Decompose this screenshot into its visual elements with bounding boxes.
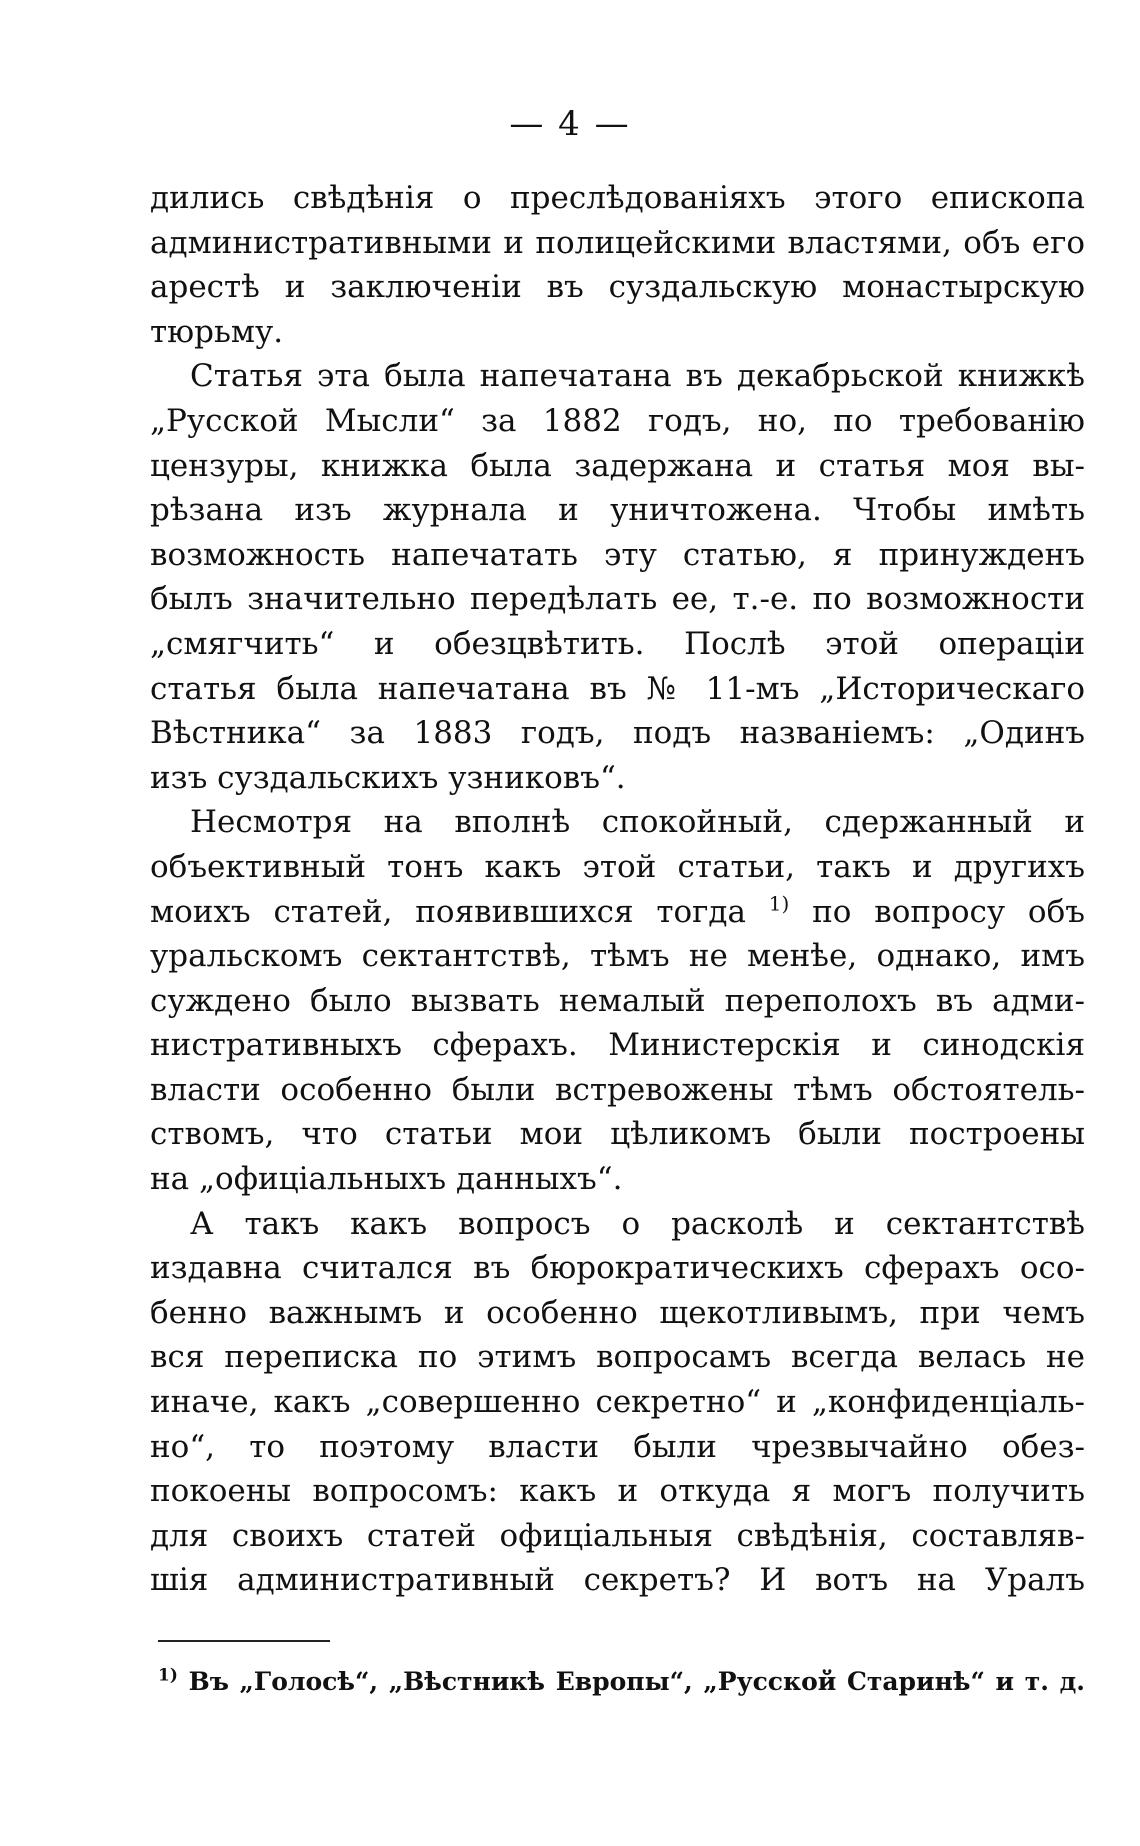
text-line: власти особенно были встревожены тѣмъ обстоятель- bbox=[150, 1071, 1085, 1108]
text-line: уральскомъ сектантствѣ, тѣмъ не менѣе, однако, имъ bbox=[150, 938, 1085, 975]
text-line: А такъ какъ вопросъ о расколѣ и сектантствѣ bbox=[190, 1205, 1085, 1242]
text-line: „Русской Мысли“ за 1882 годъ, но, по требованію bbox=[150, 402, 1085, 439]
text-line: рѣзана изъ журнала и уничтожена. Чтобы имѣть bbox=[150, 492, 1085, 529]
text-line: возможность напечатать эту статью, я принужденъ bbox=[150, 536, 1085, 573]
page-number: — 4 — bbox=[509, 104, 631, 144]
text-line: но“, то поэтому власти были чрезвычайно обез- bbox=[150, 1428, 1085, 1465]
text-line: тюрьму. bbox=[150, 313, 284, 350]
text-line: издавна считался въ бюрократическихъ сферахъ осо- bbox=[150, 1250, 1085, 1287]
text-line: арестѣ и заключеніи въ суздальскую монастырскую bbox=[150, 269, 1085, 306]
text-line: иначе, какъ „совершенно секретно“ и „конфиденціаль- bbox=[150, 1384, 1085, 1421]
text-line: шія административный секретъ? И вотъ на Уралъ bbox=[150, 1562, 1085, 1599]
text-line: нистративныхъ сферахъ. Министерскія и синодскія bbox=[150, 1027, 1085, 1064]
text-line: вся переписка по этимъ вопросамъ всегда велась не bbox=[150, 1339, 1085, 1376]
text-line: ствомъ, что статьи мои цѣликомъ были построены bbox=[150, 1116, 1085, 1153]
text-line: изъ суздальскихъ узниковъ“. bbox=[150, 759, 626, 796]
text-line: былъ значительно передѣлать ее, т.-е. по возможности bbox=[150, 581, 1085, 618]
text-line: административными и полицейскими властями, объ его bbox=[150, 224, 1085, 261]
text-fragment: моихъ статей, появившихся тогда bbox=[150, 893, 746, 930]
text-line: Статья эта была напечатана въ декабрьской книжкѣ bbox=[190, 358, 1085, 395]
footnote-divider bbox=[158, 1640, 330, 1642]
text-line: статья была напечатана въ № 11-мъ „Историческаго bbox=[150, 670, 1085, 707]
footnote-reference: 1) bbox=[768, 891, 790, 916]
text-line: цензуры, книжка была задержана и статья моя вы- bbox=[150, 447, 1085, 484]
text-line: дились свѣдѣнія о преслѣдованіяхъ этого епископа bbox=[150, 180, 1085, 216]
footnote-text: Въ „Голосѣ“, „Вѣстникѣ Европы“, „Русской Старинѣ“ и т. д. bbox=[188, 1667, 1085, 1696]
text-line-with-footnote-ref bbox=[150, 890, 1085, 935]
text-line: покоены вопросомъ: какъ и откуда я могъ получить bbox=[150, 1473, 1085, 1510]
text-line: бенно важнымъ и особенно щекотливымъ, при чемъ bbox=[150, 1294, 1085, 1331]
text-fragment: по вопросу объ bbox=[812, 893, 1085, 930]
text-line: Несмотря на вполнѣ спокойный, сдержанный и bbox=[190, 804, 1085, 841]
text-line: объективный тонъ какъ этой статьи, такъ и другихъ bbox=[150, 848, 1085, 885]
body-text bbox=[150, 176, 1085, 1603]
footnote bbox=[158, 1664, 1085, 1700]
text-line: „смягчить“ и обезцвѣтить. Послѣ этой операціи bbox=[150, 625, 1085, 662]
text-line: на „офиціальныхъ данныхъ“. bbox=[150, 1161, 623, 1198]
text-line: Вѣстника“ за 1883 годъ, подъ названіемъ: „Одинъ bbox=[150, 715, 1085, 752]
footnote-marker: 1) bbox=[158, 1665, 178, 1686]
text-line: для своихъ статей офиціальныя свѣдѣнія, составляв- bbox=[150, 1517, 1085, 1554]
text-line: суждено было вызвать немалый переполохъ въ адми- bbox=[150, 982, 1085, 1019]
